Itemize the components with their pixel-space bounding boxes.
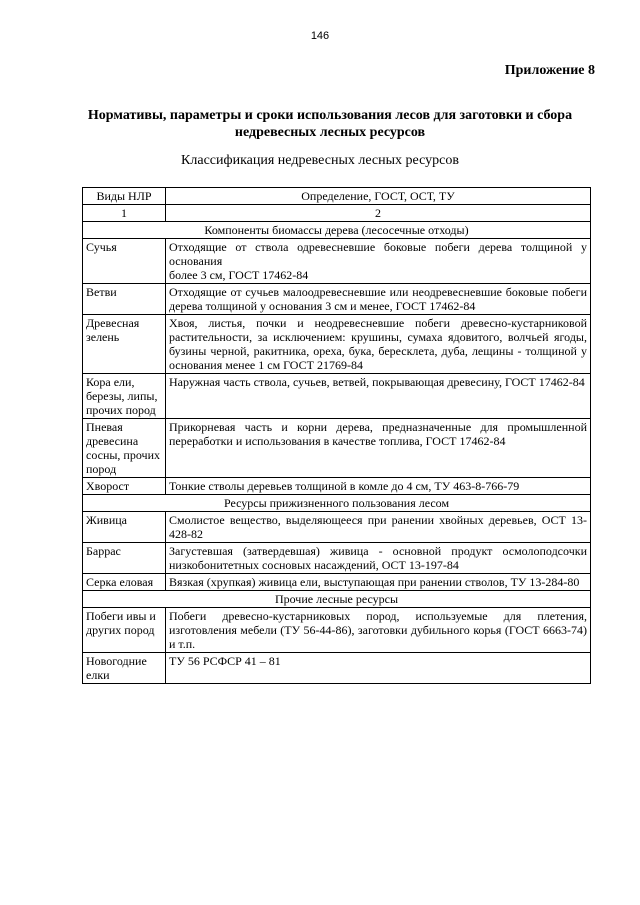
- resource-definition: [166, 284, 591, 315]
- section-row: [83, 222, 591, 239]
- resource-definition: [166, 239, 591, 284]
- resource-type: Живица: [83, 512, 166, 543]
- definition-line: Тонкие стволы деревьев толщиной в комле до 4 см, ТУ 463-8-766-79: [169, 479, 520, 493]
- resource-definition: [166, 608, 591, 653]
- resource-type: Древесная зелень: [83, 315, 166, 374]
- table-row: [83, 374, 591, 419]
- resource-type: Серка еловая: [83, 574, 166, 591]
- section-title: Ресурсы прижизненного пользования лесом: [83, 495, 591, 512]
- appendix-label: Приложение 8: [504, 63, 595, 78]
- column-number-2: 2: [166, 205, 591, 222]
- table-row: [83, 574, 591, 591]
- section-title: Прочие лесные ресурсы: [83, 591, 591, 608]
- definition-line: Отходящие от ствола одревесневшие боковые побеги дерева толщиной у основания: [169, 240, 587, 268]
- table-header-row: [83, 188, 591, 205]
- page-number: 146: [310, 30, 330, 42]
- resource-definition: [166, 315, 591, 374]
- resource-type: Ветви: [83, 284, 166, 315]
- definition-line: Загустевшая (затвердевшая) живица - основной продукт осмолоподсочки низкобонитетных сосновых насаждений, ОСТ 13-197-84: [169, 544, 587, 572]
- resource-definition: [166, 419, 591, 478]
- resource-type: Сучья: [83, 239, 166, 284]
- definition-line: Смолистое вещество, выделяющееся при ранении хвойных деревьев, ОСТ 13-428-82: [169, 513, 587, 541]
- header-types: Виды НЛР: [83, 188, 166, 205]
- definition-line: Наружная часть ствола, сучьев, ветвей, покрывающая древесину, ГОСТ 17462-84: [169, 375, 585, 389]
- definition-line: ТУ 56 РСФСР 41 – 81: [169, 654, 281, 668]
- table-row: [83, 284, 591, 315]
- resource-type: Побеги ивы и других пород: [83, 608, 166, 653]
- resource-type: Баррас: [83, 543, 166, 574]
- table-row: [83, 419, 591, 478]
- resource-definition: [166, 512, 591, 543]
- table-caption: Классификация недревесных лесных ресурсов: [181, 153, 459, 168]
- table-row: [83, 653, 591, 684]
- table-row: [83, 543, 591, 574]
- table-row: [83, 478, 591, 495]
- resource-type: Кора ели, березы, липы, прочих пород: [83, 374, 166, 419]
- column-number-1: 1: [83, 205, 166, 222]
- resource-definition: [166, 653, 591, 684]
- table-row: [83, 315, 591, 374]
- header-definition: Определение, ГОСТ, ОСТ, ТУ: [166, 188, 591, 205]
- section-row: [83, 591, 591, 608]
- nlr-classification-table: [82, 187, 591, 684]
- definition-line: Прикорневая часть и корни дерева, предназначенные для промышленной переработки и использования в качестве топлива, ГОСТ 17462-84: [169, 420, 587, 448]
- table-row: [83, 608, 591, 653]
- resource-definition: [166, 543, 591, 574]
- definition-line: Вязкая (хрупкая) живица ели, выступающая при ранении стволов, ТУ 13-284-80: [169, 575, 580, 589]
- definition-line: более 3 см, ГОСТ 17462-84: [169, 268, 309, 282]
- resource-type: Хворост: [83, 478, 166, 495]
- document-title: Нормативы, параметры и сроки использования лесов для заготовки и сбора недревесных лесных ресурсов: [87, 108, 573, 140]
- resource-definition: [166, 574, 591, 591]
- resource-definition: [166, 478, 591, 495]
- resource-type: Новогодние елки: [83, 653, 166, 684]
- resource-definition: [166, 374, 591, 419]
- definition-line: Побеги древесно-кустарниковых пород, используемые для плетения, изготовления мебели (ТУ 56-44-86), заготовки дубильного корья (ГОСТ 6663-74) и т.п.: [169, 609, 587, 651]
- section-row: [83, 495, 591, 512]
- table-row: [83, 239, 591, 284]
- definition-line: Отходящие от сучьев малоодревесневшие или неодревесневшие боковые побеги дерева толщиной у основания 3 см и менее, ГОСТ 17462-84: [169, 285, 587, 313]
- definition-line: Хвоя, листья, почки и неодревесневшие побеги древесно-кустарниковой растительности, за исключением: крушины, сумаха ядовитого, волчьей ягоды, бузины черной, ракитника, ореха, бука, бересклета, дуба, лещины - толщиной у основания менее 1 см ГОСТ 21769-84: [169, 316, 587, 372]
- resource-type: Пневая древесина сосны, прочих пород: [83, 419, 166, 478]
- section-title: Компоненты биомассы дерева (лесосечные отходы): [83, 222, 591, 239]
- column-number-row: [83, 205, 591, 222]
- table-row: [83, 512, 591, 543]
